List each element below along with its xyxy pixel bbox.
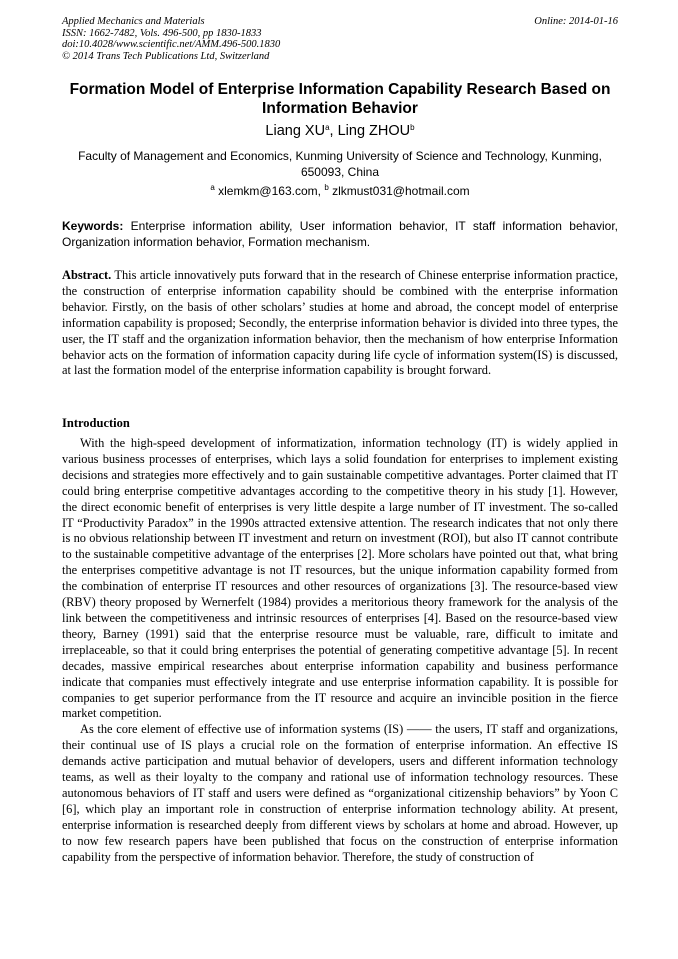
email-a: xlemkm@163.com,: [214, 184, 325, 198]
journal-name: Applied Mechanics and Materials: [62, 16, 205, 27]
keywords-label: Keywords:: [62, 219, 124, 233]
email-line: [62, 184, 618, 199]
email-b-sup: b: [324, 183, 329, 192]
paper-title: Formation Model of Enterprise Information Capability Research Based on Information Behavior: [69, 81, 611, 117]
author-list: [62, 122, 618, 140]
issn-line: ISSN: 1662-7482, Vols. 496-500, pp 1830-1833: [62, 27, 262, 39]
email-a-sup: a: [210, 183, 215, 192]
paragraph: With the high-speed development of informatization, information technology (IT) is widely applied in various business processes of enterprises, which lays a solid foundation for enterprises to implement existing decisions and strategies more effectively and to gain sustainable competitive advantages. Porter claimed that IT could bring enterprise competitive advantages according to the competitive theory in his study [1]. However, the direct economic benefit of enterprises is very little despite a large number of IT investment. The so-called IT “Productivity Paradox” in the 1990s attracted extensive attention. The research indicates that not only there is no obvious relationship between IT investment and return on investment (ROI), but also IT cannot contribute to the sustainable competitive advantage of the enterprises [2]. More scholars have pointed out that, what bring the enterprises competitive advantage is not IT resources, but the unique information capability formed from the combination of enterprise IT resources and other resources of organizations [3]. The resource-based view (RBV) theory proposed by Wernerfelt (1984) provides a meritorious theory framework for the analysis of the link between the competitiveness and intrinsic resources of enterprises [4]. Based on the resource-based view theory, Barney (1991) said that the enterprise resource must be valuable, rare, difficult to imitate and irreplaceable, so that it could bring enterprises the potential of generating competitive advantage [5]. In recent decades, massive empirical researches about enterprise information capability and business performance indicate that companies must effectively integrate and use enterprise information capability. It is possible for companies to get superior performance from the IT resource and acquire an invincible position in the fierce market competition.: [62, 436, 618, 721]
doi-line: doi:10.4028/www.scientific.net/AMM.496-500.1830: [62, 39, 281, 50]
abstract-block: [62, 268, 618, 379]
section-heading-introduction: Introduction: [62, 416, 130, 430]
keywords-text: Enterprise information ability, User information behavior, IT staff information behavior, Organization information behavior, Formation mechanism.: [62, 219, 618, 249]
journal-header: [62, 16, 618, 62]
author-2-sup: b: [410, 123, 415, 132]
abstract-label: Abstract.: [62, 268, 112, 282]
affiliation: Faculty of Management and Economics, Kunming University of Science and Technology, Kunming, 650093, China: [78, 149, 602, 179]
author-2: Ling ZHOU: [337, 123, 411, 139]
author-1: Liang XU: [265, 123, 326, 139]
author-separator: ,: [329, 123, 338, 139]
paragraph: As the core element of effective use of information systems (IS) —— the users, IT staff and organizations, their continual use of IS plays a crucial role on the formation of enterprise information. An effective IS demands active participation and mutual behavior of developers, users and different information technology teams, as well as their loyalty to the company and rational use of information technology resources. These autonomous behaviors of IT staff and users were defined as “organizational citizenship behaviors” by Yoon C [6], which play an important role in construction of enterprise information technology ability. At present, enterprise information is researched deeply from different views by scholars at home and abroad. However, up to now few research papers have been published that focus on the construction of enterprise information capability from the perspective of information behavior. Therefore, the study of construction of: [62, 722, 618, 864]
introduction-body: [62, 436, 618, 865]
abstract-text: This article innovatively puts forward that in the research of Chinese enterprise information practice, the construction of enterprise information capability should be combined with the enterprise information behavior. Firstly, on the basis of other scholars’ studies at home and abroad, the concept model of enterprise information capability is proposed; Secondly, the enterprise information behavior is divided into three types, the user, the IT staff and the organization information behavior, then the mechanism of how enterprise Information behavior acts on the formation of information capacity during life cycle of information system(IS) is discussed, at last the formation model of the enterprise information capability is brought forward.: [62, 268, 618, 378]
email-b: zlkmust031@hotmail.com: [328, 184, 470, 198]
author-1-sup: a: [325, 123, 330, 132]
keywords-block: [62, 219, 618, 250]
online-date: Online: 2014-01-16: [534, 16, 618, 27]
copyright-line: © 2014 Trans Tech Publications Ltd, Switzerland: [62, 50, 270, 62]
